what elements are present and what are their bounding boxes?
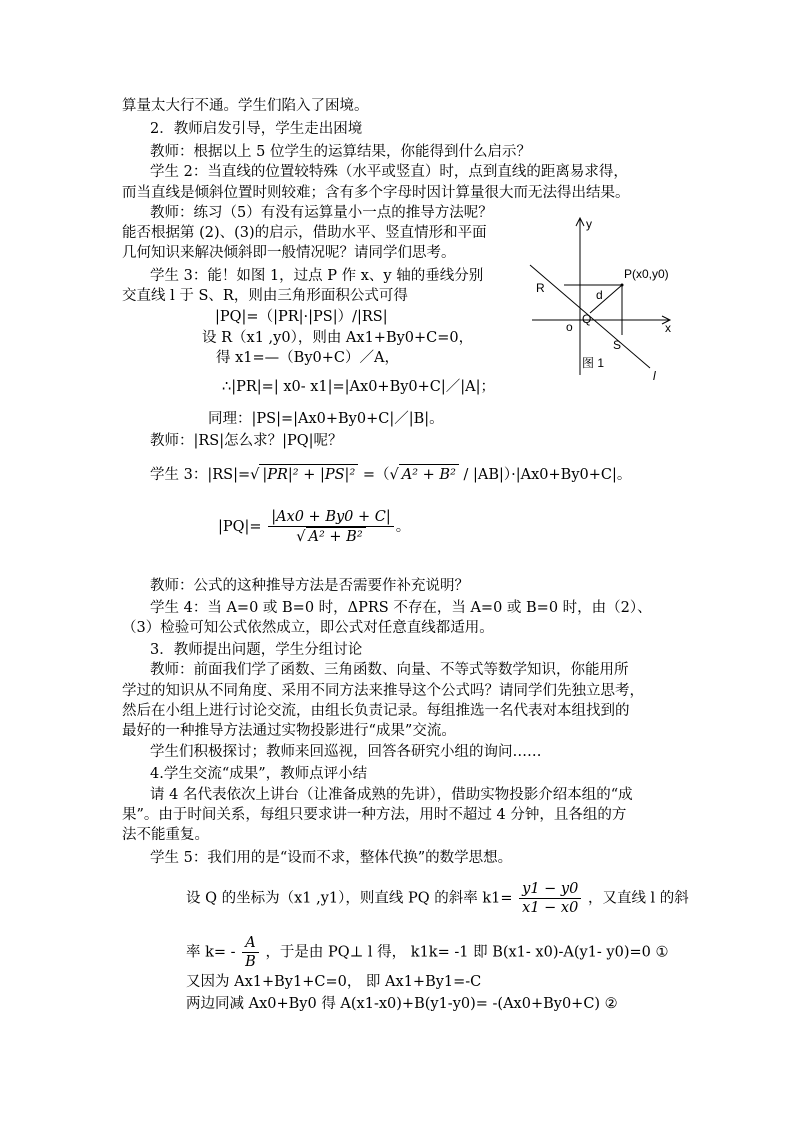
text-line: 最好的一种推导方法通过实物投影进行“成果”交流。	[122, 723, 456, 739]
text-line: 教师：前面我们学了函数、三角函数、向量、不等式等数学知识，你能用所	[150, 662, 629, 678]
segment-pq	[590, 285, 622, 313]
formula-line: 两边同减 Ax0+By0 得 A(x1-x0)+B(y1-y0)= -(Ax0+By0+C) ②	[186, 996, 618, 1012]
text-line: 算量太大行不通。学生们陷入了困境。	[122, 98, 369, 114]
text-line: 交直线 l 于 S、R，则由三角形面积公式可得	[122, 288, 408, 304]
text-line: 而当直线是倾斜位置时则较难；含有多个字母时因计算量很大而无法得出结果。	[122, 185, 630, 201]
formula-line: 设 R（x1 ,y0），则由 Ax1+By0+C=0，	[202, 330, 474, 346]
section-heading: 3．教师提出问题，学生分组讨论	[150, 642, 363, 658]
text-line: 教师：根据以上 5 位学生的运算结果，你能得到什么启示？	[150, 144, 531, 160]
sqrt-pr-ps: |PR|² + |PS|²	[259, 464, 358, 485]
fraction-denominator: B	[245, 954, 256, 970]
text-line: 学生 2：当直线的位置较特殊（水平或竖直）时，点到直线的距离易求得，	[150, 164, 628, 180]
text-line: 学过的知识从不同角度、采用不同方法来推导这个公式吗？请同学们先独立思考，	[122, 683, 644, 699]
formula-rs-tail: / |AB|）·|Ax0+By0+C|。	[463, 467, 632, 483]
text-line: 学生们积极探讨；教师来回巡视，回答各研究小组的询问……	[150, 744, 542, 760]
figure-1-diagram	[520, 210, 685, 385]
formula-pq-label: |PQ|=	[218, 519, 262, 535]
label-axis-x: x	[665, 321, 671, 335]
label-axis-y: y	[586, 217, 592, 231]
formula-rs-eq: =（	[362, 467, 390, 483]
formula-line: 得 x1=—（By0+C）／A，	[216, 350, 399, 366]
formula-k-fraction	[242, 934, 259, 971]
text-line: 教师：公式的这种推导方法是否需要作补充说明？	[150, 578, 469, 594]
label-origin: o	[566, 320, 573, 334]
fraction-numerator: y1 − y0	[519, 880, 581, 899]
text-line: 几何知识来解决倾斜即一般情况呢？请同学们思考。	[122, 245, 456, 261]
text-line: 教师：练习（5）有没有运算量小一点的推导方法呢？	[150, 205, 493, 221]
text-line: 请 4 名代表依次上讲台（让准备成熟的先讲），借助实物投影介绍本组的“成	[150, 787, 633, 803]
label-distance-d: d	[596, 288, 603, 302]
formula-k1-fraction	[519, 880, 581, 917]
section-heading: 4.学生交流“成果”，教师点评小结	[150, 766, 368, 782]
formula-k1	[186, 880, 689, 917]
formula-line: 同理：|PS|=|Ax0+By0+C|／|B|。	[208, 411, 444, 427]
fraction-denominator: x1 − x0	[522, 900, 579, 916]
text-line: 学生 5：我们用的是“设而不求，整体代换”的数学思想。	[150, 850, 513, 866]
text-line: 学生 4：当 A=0 或 B=0 时，ΔPRS 不存在，当 A=0 或 B=0 时，由（2）、	[150, 600, 652, 616]
formula-k1-tail: ，又直线 l 的斜	[587, 890, 689, 907]
label-line-l: l	[653, 369, 656, 383]
text-line: 能否根据第 (2)、(3)的启示，借助水平、竖直情形和平面	[122, 225, 487, 241]
formula-line: |PQ|=（|PR|·|PS|）/|RS|	[215, 309, 388, 325]
label-point-p: P(x0,y0)	[624, 267, 669, 281]
fraction-numerator: |Ax0 + By0 + C|	[268, 508, 394, 527]
text-line: 教师：|RS|怎么求？|PQ|呢？	[150, 433, 343, 449]
formula-pq: |PQ|= $\frac{|Ax0 + By0 + C|}{\text{√ A² + B²}}$ 。	[218, 509, 411, 545]
fraction-numerator: A	[242, 934, 259, 953]
text-line: 学生 3：能！如图 1，过点 P 作 x、y 轴的垂线分别	[150, 268, 484, 284]
sqrt-a2-b2: A² + B²	[399, 464, 459, 485]
formula-line: 又因为 Ax1+By1+C=0， 即 Ax1+By1=-C	[186, 974, 482, 990]
formula-rs-label: 学生 3：|RS|=	[150, 467, 251, 483]
label-point-q: Q	[582, 312, 592, 326]
formula-line: ∴|PR|=| x0- x1|=|Ax0+By0+C|／|A|；	[222, 379, 496, 395]
text-line: 法不能重复。	[122, 827, 209, 843]
text-line: 果”。由于时间关系，每组只要求讲一种方法，用时不超过 4 分钟，且各组的方	[122, 807, 627, 823]
figure-caption: 图 1	[582, 356, 605, 370]
text-line: 然后在小组上进行讨论交流，由组长负责记录。每组推选一名代表对本组找到的	[122, 703, 630, 719]
point-p-dot	[621, 284, 624, 287]
formula-pq-fraction	[268, 508, 394, 546]
fraction-denominator: √ A² + B²	[268, 527, 394, 546]
formula-k1-lead: 设 Q 的坐标为（x1 ,y1），则直线 PQ 的斜率 k1=	[186, 890, 513, 907]
label-point-s: S	[613, 338, 622, 352]
section-heading: 2．教师启发引导，学生走出困境	[150, 121, 363, 137]
label-point-r: R	[536, 281, 545, 295]
formula-k-tail: ，于是由 PQ⊥ l 得， k1k= -1 即 B(x1- x0)-A(y1- y0)=0 ①	[265, 944, 669, 961]
formula-rs: 学生 3：|RS|=√ |PR|² + |PS|² =（√ A² + B² / |AB|）·|Ax0+By0+C|。	[150, 464, 631, 485]
text-line: （3）检验可知公式依然成立，即公式对任意直线都适用。	[122, 620, 494, 636]
sqrt-denominator: A² + B²	[306, 527, 366, 546]
formula-k	[186, 934, 669, 971]
formula-k-lead: 率 k= -	[186, 944, 236, 961]
